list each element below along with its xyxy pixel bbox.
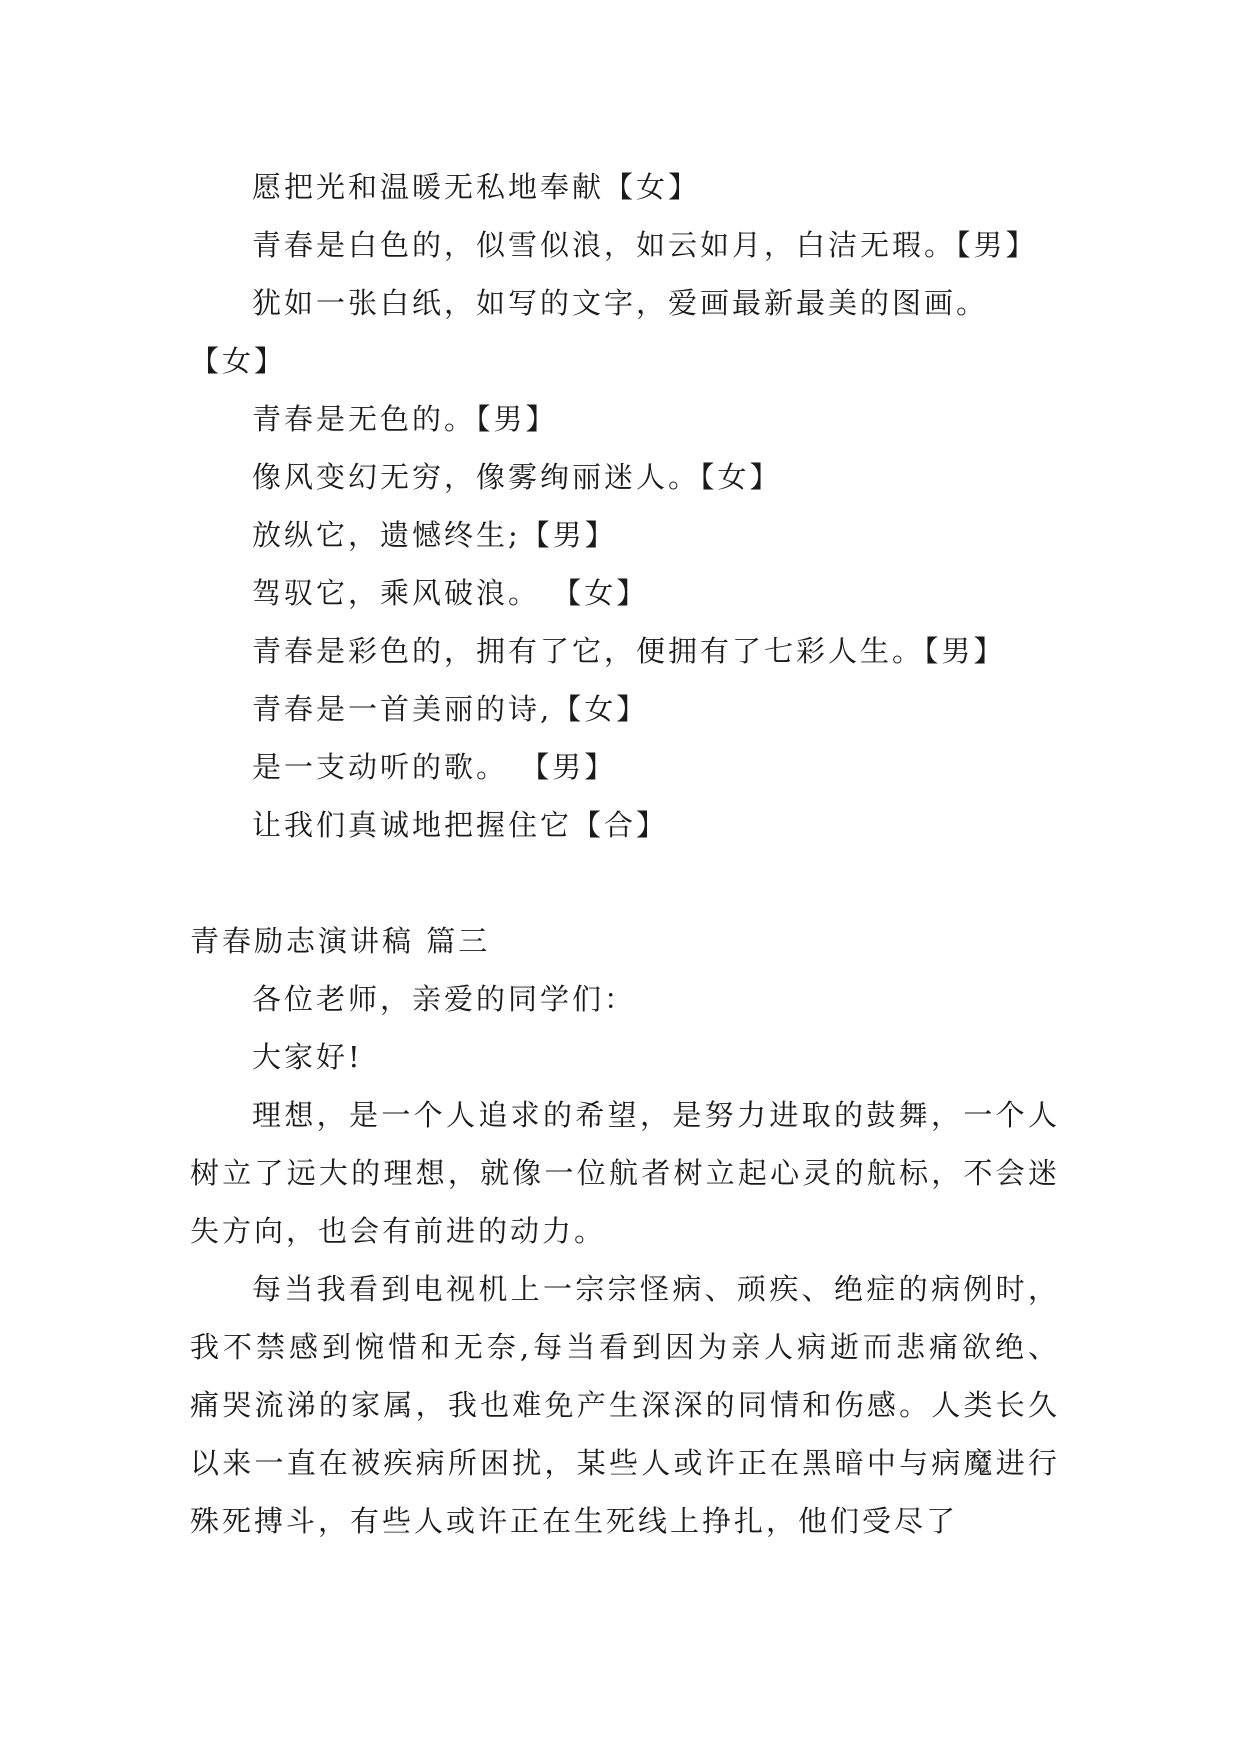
document-page [190, 158, 1060, 1550]
dialogue-line: 犹如一张白纸，如写的文字，爱画最新最美的图画。 [252, 286, 989, 320]
dialogue-line: 愿把光和温暖无私地奉献【女】 [252, 170, 701, 204]
dialogue-line: 放纵它，遗憾终生;【男】 [252, 518, 617, 552]
section-title: 青春励志演讲稿 篇三 [190, 924, 491, 958]
dialogue-line: 让我们真诚地把握住它【合】 [252, 808, 669, 842]
dialogue-line-continuation: 【女】 [190, 344, 287, 378]
dialogue-line: 青春是彩色的，拥有了它，便拥有了七彩人生。【男】 [252, 634, 1006, 668]
hello-line: 大家好! [252, 1040, 363, 1074]
dialogue-line: 青春是无色的。【男】 [252, 402, 558, 436]
body-paragraph: 每当我看到电视机上一宗宗怪病、顽疾、绝症的病例时，我不禁感到惋惜和无奈,每当看到因为亲人病逝而悲痛欲绝、痛哭流涕的家属，我也难免产生深深的同情和伤感。人类长久以来一直在被疾病所困扰，某些人或许正在黑暗中与病魔进行殊死搏斗，有些人或许正在生死线上挣扎，他们受尽了 [190, 1272, 1060, 1538]
dialogue-line: 驾驭它，乘风破浪。 【女】 [252, 576, 649, 610]
section-spacer [190, 854, 1060, 912]
dialogue-line: 青春是白色的，似雪似浪，如云如月，白洁无瑕。【男】 [252, 228, 1038, 262]
dialogue-line: 是一支动听的歌。 【男】 [252, 750, 617, 784]
dialogue-line: 像风变幻无穷，像雾绚丽迷人。【女】 [252, 460, 782, 494]
body-paragraph: 理想，是一个人追求的希望，是努力进取的鼓舞，一个人树立了远大的理想，就像一位航者树立起心灵的航标，不会迷失方向，也会有前进的动力。 [190, 1098, 1060, 1248]
greeting: 各位老师，亲爱的同学们： [252, 982, 637, 1016]
dialogue-line: 青春是一首美丽的诗,【女】 [252, 692, 649, 726]
